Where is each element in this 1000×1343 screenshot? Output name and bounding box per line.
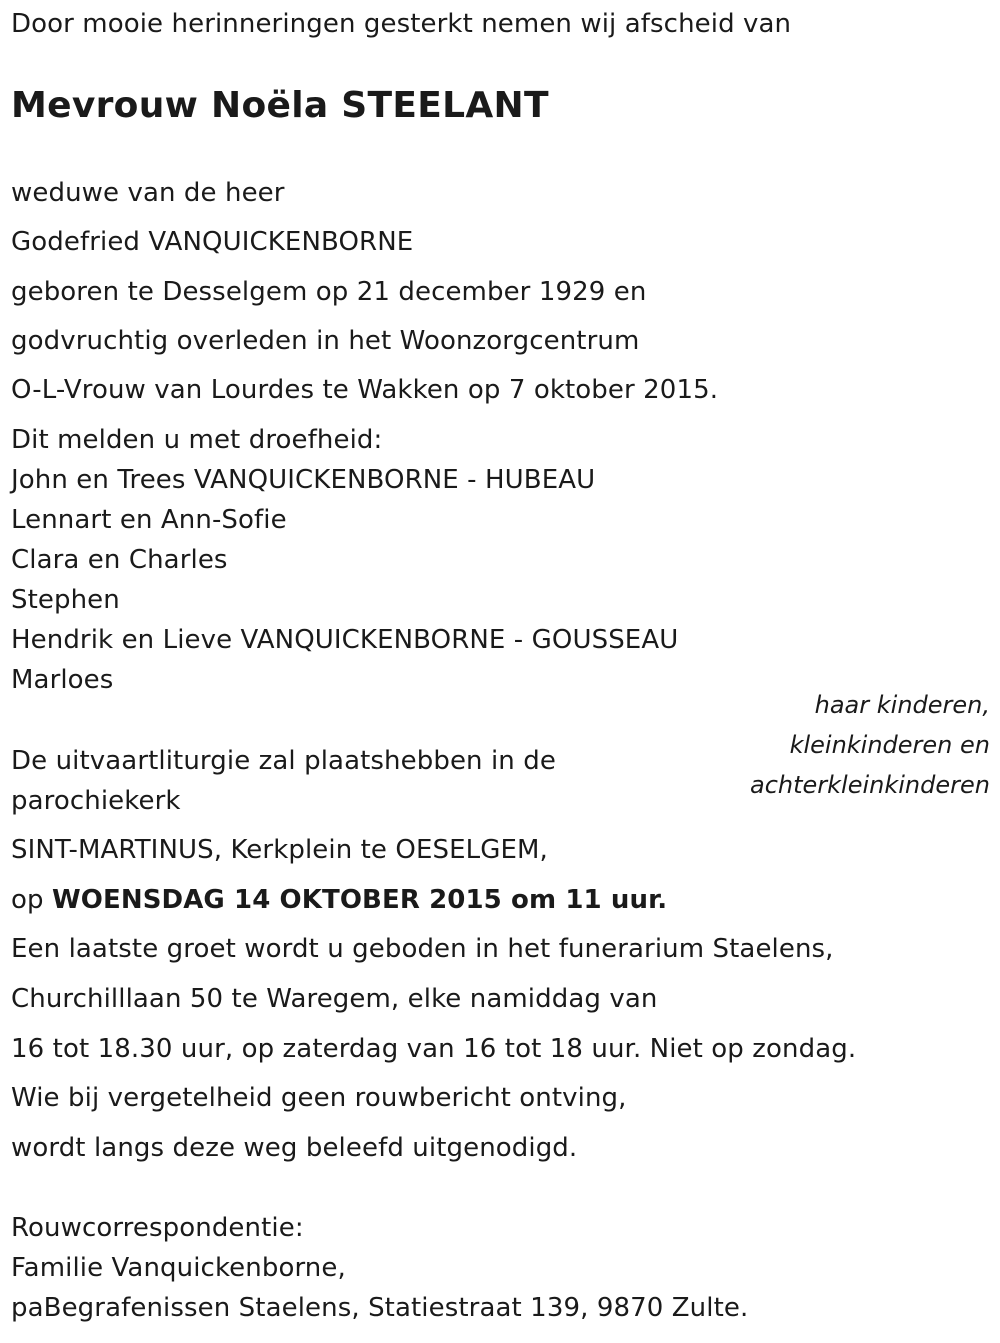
correspondence-line: paBegrafenissen Staelens, Statiestraat 139, 9870 Zulte. xyxy=(11,1293,749,1323)
correspondence-line: Rouwcorrespondentie: xyxy=(11,1213,304,1243)
correspondence-line: Familie Vanquickenborne, xyxy=(11,1253,346,1283)
viewing-line: Een laatste groet wordt u geboden in het funerarium Staelens, xyxy=(11,934,834,964)
bio-line: O-L-Vrouw van Lourdes te Wakken op 7 oktober 2015. xyxy=(11,375,719,405)
viewing-line: wordt langs deze weg beleefd uitgenodigd. xyxy=(11,1133,578,1163)
funeral-line: SINT-MARTINUS, Kerkplein te OESELGEM, xyxy=(11,835,548,865)
viewing-line: Wie bij vergetelheid geen rouwbericht ontving, xyxy=(11,1083,627,1113)
viewing-line: Churchilllaan 50 te Waregem, elke namiddag van xyxy=(11,984,658,1014)
funeral-line: parochiekerk xyxy=(11,786,181,816)
funeral-date-line xyxy=(11,884,667,916)
family-member: Marloes xyxy=(11,665,114,695)
relation-line: achterkleinkinderen xyxy=(750,771,990,799)
bio-line: geboren te Desselgem op 21 december 1929 en xyxy=(11,277,647,307)
family-member: Stephen xyxy=(11,585,120,615)
viewing-line: 16 tot 18.30 uur, op zaterdag van 16 tot 18 uur. Niet op zondag. xyxy=(11,1034,857,1064)
deceased-name: Mevrouw Noëla STEELANT xyxy=(11,85,549,126)
family-member: Clara en Charles xyxy=(11,545,228,575)
bio-line: godvruchtig overleden in het Woonzorgcentrum xyxy=(11,326,640,356)
bio-line: Godefried VANQUICKENBORNE xyxy=(11,227,414,257)
relation-line: kleinkinderen en xyxy=(789,731,990,759)
announce-intro: Dit melden u met droefheid: xyxy=(11,425,383,455)
family-member: John en Trees VANQUICKENBORNE - HUBEAU xyxy=(11,465,596,495)
bio-line: weduwe van de heer xyxy=(11,178,285,208)
family-member: Lennart en Ann-Sofie xyxy=(11,505,287,535)
funeral-date-prefix: op xyxy=(11,885,44,915)
relation-line: haar kinderen, xyxy=(814,691,990,719)
family-member: Hendrik en Lieve VANQUICKENBORNE - GOUSSEAU xyxy=(11,625,679,655)
funeral-date: WOENSDAG 14 OKTOBER 2015 om 11 uur. xyxy=(52,885,668,915)
funeral-line: De uitvaartliturgie zal plaatshebben in de xyxy=(11,746,556,776)
intro-text: Door mooie herinneringen gesterkt nemen wij afscheid van xyxy=(11,9,792,39)
